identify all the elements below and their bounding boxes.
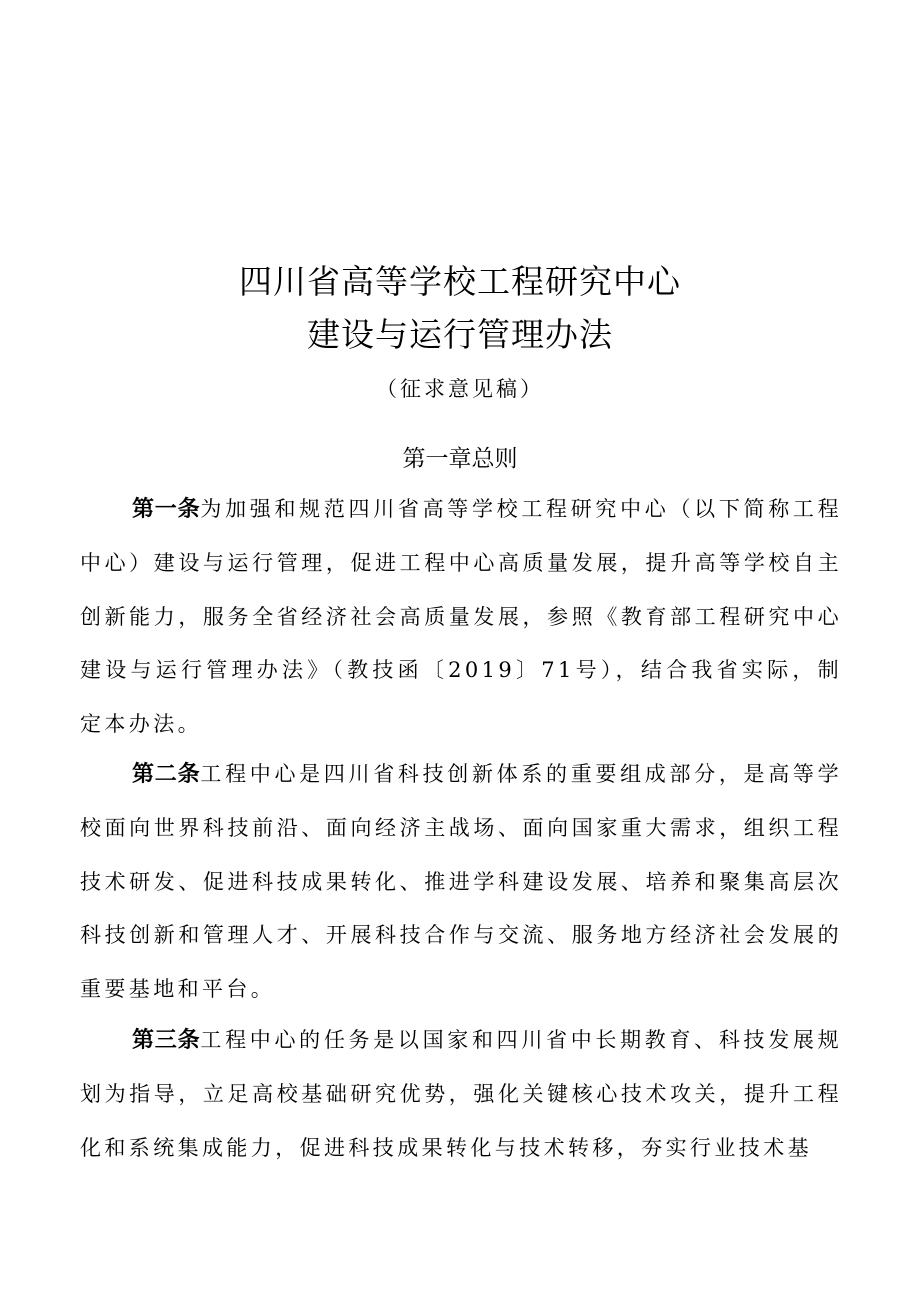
document-title-line-1: 四川省高等学校工程研究中心 bbox=[239, 262, 681, 301]
article-2 bbox=[80, 748, 842, 1017]
article-3 bbox=[80, 1014, 842, 1175]
article-3-text: 工程中心的任务是以国家和四川省中长期教育、科技发展规划为指导，立足高校基础研究优势，强化关键核心技术攻关，提升工程化和系统集成能力，促进科技成果转化与技术转移，夯实行业技术基 bbox=[80, 1028, 842, 1160]
article-1-text: 为加强和规范四川省高等学校工程研究中心（以下简称工程中心）建设与运行管理，促进工程中心高质量发展，提升高等学校自主创新能力，服务全省经济社会高质量发展，参照《教育部工程研究中心建设与运行管理办法》（教技函〔2019〕71号），结合我省实际，制定本办法。 bbox=[80, 497, 842, 737]
article-2-label: 第二条 bbox=[132, 762, 201, 787]
article-1-label: 第一条 bbox=[132, 497, 201, 522]
article-2-text: 工程中心是四川省科技创新体系的重要组成部分，是高等学校面向世界科技前沿、面向经济主战场、面向国家重大需求，组织工程技术研发、促进科技成果转化、推进学科建设发展、培养和聚集高层次科技创新和管理人才、开展科技合作与交流、服务地方经济社会发展的重要基地和平台。 bbox=[80, 762, 842, 1002]
article-1 bbox=[80, 483, 842, 752]
article-3-label: 第三条 bbox=[132, 1028, 201, 1053]
document-subtitle: （征求意见稿） bbox=[376, 377, 544, 401]
document-title-line-2: 建设与运行管理办法 bbox=[307, 315, 613, 354]
chapter-heading: 第一章总则 bbox=[402, 446, 518, 472]
